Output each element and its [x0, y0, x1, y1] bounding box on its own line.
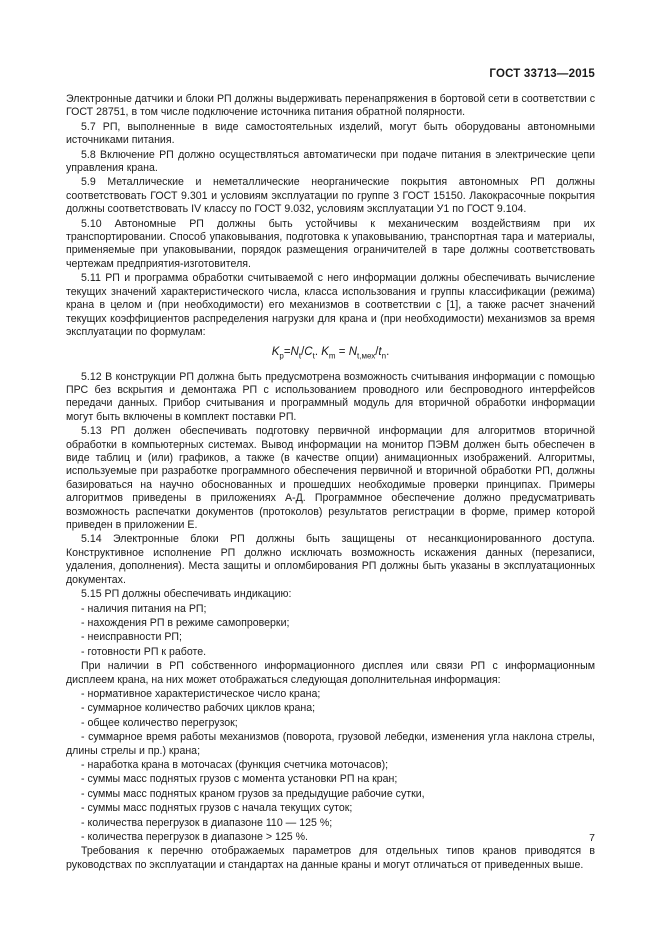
paragraph: 5.7 РП, выполненные в виде самостоятельных изделий, могут быть оборудованы автономными источниками питания. [66, 120, 595, 147]
formula-t2: t [378, 346, 382, 359]
list-item: - общее количество перегрузок; [81, 716, 238, 729]
paragraph: При наличии в РП собственного информационного дисплея или связи РП с информационным дисплеем крана, на них может отображаться следующая дополнительная информация: [66, 660, 595, 686]
paragraph: Требования к перечню отображаемых параметров для отдельных типов кранов приводятся в руководствах по эксплуатации и стандартах на данные краны и могут отличаться от приведенных выше. [66, 845, 595, 871]
page-number: 7 [589, 832, 595, 844]
formula-n1: N [290, 346, 299, 359]
list-item: - суммы масс поднятых грузов с начала текущих суток; [81, 802, 353, 815]
paragraph: 5.13 РП должен обеспечивать подготовку первичной информации для алгоритмов вторичной обработки в компьютерных системах. Вывод информации на монитор ПЭВМ должен быть обеспечен в виде таблиц и (или) графиков, а также (в качестве опции) анимационных изображений. Алгоритмы, используемые при разработке программного обеспечения первичной и вторичной обработки РП, должны базироваться на научно обоснованных и прошедших необходимые проверки принципах. Примеры алгоритмов приведены в приложениях А-Д. Программное обеспечение должно предусматривать возможность распечатки документов (протоколов) результатов регистрации в форме, пример которой приведен в приложении Е. [66, 425, 595, 532]
formula-k2sub: m [328, 351, 336, 361]
paragraph: 5.8 Включение РП должно осуществляться автоматически при подаче питания в электрические цепи управления крана. [66, 148, 595, 175]
list-item: - количества перегрузок в диапазоне > 125 %. [81, 831, 308, 844]
document-body [66, 93, 595, 873]
document-header [489, 68, 595, 80]
formula-k1sub: p [279, 351, 284, 361]
list-item: - суммы масс поднятых краном грузов за предыдущие рабочие сутки, [81, 787, 425, 800]
formula-c1: C [304, 346, 313, 359]
formula-c1sub: t [312, 351, 315, 361]
list-item: - нахождения РП в режиме самопроверки; [81, 616, 290, 629]
paragraph: 5.11 РП и программа обработки считываемой с него информации должны обеспечивать вычисление текущих значений характеристического числа, класса использования и группы классификации (режима) крана в целом и (при необходимости) его механизмов в соответствии с [1], а также расчет значений текущих коэффициентов распределения нагрузки для крана и (при необходимости) механизмов за время эксплуатации по формулам: [66, 272, 595, 338]
formula-n1sub: t [298, 351, 302, 361]
list-item: - неисправности РП; [81, 631, 182, 644]
paragraph: - суммарное время работы механизмов (поворота, грузовой лебедки, изменения угла наклона стрелы, длины стрелы и пр.) крана; [66, 731, 595, 757]
list-item: - суммы масс поднятых грузов с момента установки РП на кран; [81, 773, 398, 786]
formula [66, 345, 595, 363]
formula-k2: K [321, 346, 329, 359]
list-item: - наработка крана в моточасах (функция счетчика моточасов); [81, 758, 389, 771]
formula-sep1: / [301, 346, 305, 359]
paragraph: 5.9 Металлические и неметаллические неорганические покрытия автономных РП должны соответствовать ГОСТ 9.301 и условиям эксплуатации по группе 3 ГОСТ 15150. Лакокрасочные покрытия должны соответствовать IV классу по ГОСТ 9.032, условиям эксплуатации У1 по ГОСТ 9.104. [66, 176, 595, 216]
formula-k1: K [271, 346, 280, 359]
paragraph: 5.10 Автономные РП должны быть устойчивы к механическим воздействиям при их транспортировании. Способ упаковывания, подготовка к упаковыванию, транспортная тара и материалы, применяемые при упаковывании, порядок размещения ограничителей в таре должны соответствовать чертежам предприятия-изготовителя. [66, 217, 595, 270]
list-item: - количества перегрузок в диапазоне 110 — 125 %; [81, 816, 333, 829]
formula-end: . [386, 346, 390, 359]
paragraph: 5.12 В конструкции РП должна быть предусмотрена возможность считывания информации с помощью ПРС без вскрытия и демонтажа РП с использованием проводного или беспроводного интерфейсов передачи данных. Прибор считывания и программный модуль для вторичной обработки информации могут быть включены в комплект поставки РП. [66, 370, 595, 423]
paragraph: 5.15 РП должны обеспечивать индикацию: [81, 588, 292, 601]
formula-eq2: = [335, 346, 349, 359]
list-item: - суммарное количество рабочих циклов крана; [81, 702, 316, 715]
formula-sep3: / [375, 346, 379, 359]
paragraph: Электронные датчики и блоки РП должны выдерживать перенапряжения в бортовой сети в соответствии с ГОСТ 28751, в том числе подключение источника питания обратной полярности. [66, 93, 595, 119]
list-item: - нормативное характеристическое число крана; [81, 687, 321, 700]
list-item: - наличия питания на РП; [81, 602, 207, 615]
standard-title: ГОСТ 33713—2015 [489, 68, 595, 80]
paragraph: 5.14 Электронные блоки РП должны быть защищены от несанкционированного доступа. Конструктивное исполнение РП должно исключать возможность искажения данных (перезаписи, удаления, дополнения). Места защиты и опломбирования РП должны быть указаны в эксплуатационных документах. [66, 533, 595, 586]
formula-eq1: = [283, 346, 291, 359]
formula-sep2: . [314, 346, 322, 359]
formula-n2: N [348, 346, 357, 359]
list-item: - готовности РП к работе. [81, 645, 207, 658]
formula-t2sub: n [381, 351, 387, 361]
formula-n2sub: t,мех [357, 351, 376, 361]
